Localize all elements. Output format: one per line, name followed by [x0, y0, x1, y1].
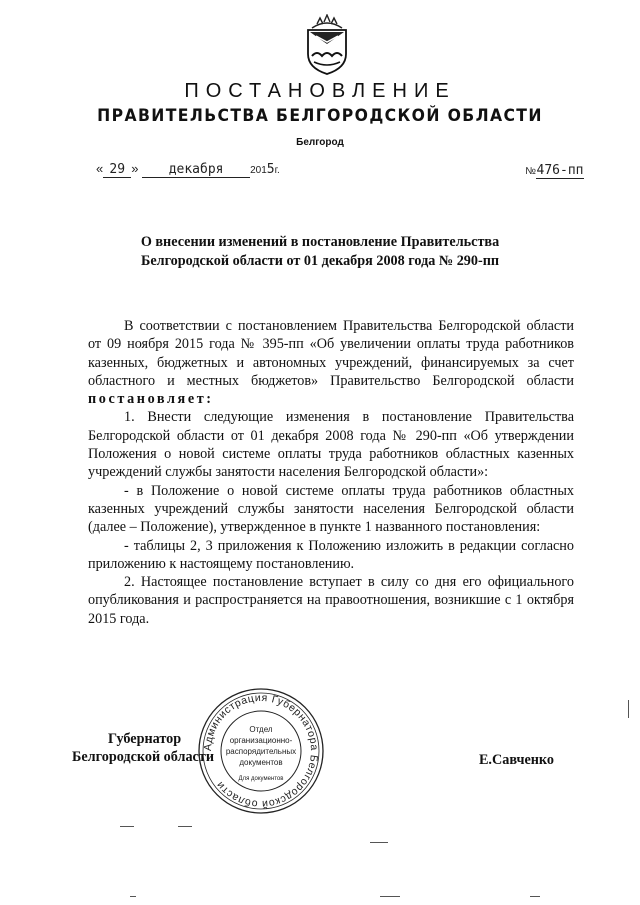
- number-sign: №: [525, 166, 536, 177]
- scan-mark: [120, 826, 134, 827]
- date-month: декабря: [142, 163, 250, 178]
- body-paragraph-3: - в Положение о новой системе оплаты труда работников областных казенных учреждений службы занятости населения Белгородской области (далее – Положение), утвержденное в пункте 1 названного постановления:: [88, 482, 574, 536]
- scan-mark: [530, 896, 540, 897]
- subject-line-2: Белгородской области от 01 декабря 2008 года № 290-пп: [140, 253, 500, 269]
- document-number: 476-пп: [536, 163, 584, 178]
- scan-mark: [628, 700, 629, 718]
- stamp-line-3: распорядительных: [225, 747, 297, 756]
- stamp-line-1: Отдел: [249, 725, 273, 734]
- signatory-title-line-2: Белгородской области: [72, 749, 214, 765]
- signatory-name: Е.Савченко: [478, 752, 554, 768]
- resolves-word: постановляет:: [88, 391, 214, 408]
- stamp-line-5: Для документов: [238, 776, 284, 782]
- signatory-title-line-1: Губернатор: [108, 731, 182, 747]
- scan-mark: [370, 842, 388, 843]
- body-paragraph-2: 1. Внести следующие изменения в постановление Правительства Белгородской области от 01 декабря 2008 года № 290-пп «Об утверждении Положения о новой системе оплаты труда работников областных казенных учреждений службы занятости населения Белгородской области»:: [88, 409, 574, 481]
- stamp-ring-text: Администрация Губернатора Белгородской области: [201, 691, 321, 811]
- official-stamp: [196, 686, 326, 816]
- scan-mark: [130, 896, 136, 897]
- date-year-suffix: 5: [266, 162, 275, 177]
- subject-line-1: О внесении изменений в постановление Правительства: [140, 234, 500, 250]
- date-year-prefix: 201: [250, 165, 267, 176]
- document-title: ПОСТАНОВЛЕНИЕ: [184, 80, 456, 102]
- body-paragraph-4: - таблицы 2, 3 приложения к Положению изложить в редакции согласно приложению к настоящему постановлению.: [88, 537, 574, 572]
- date-line: [96, 161, 280, 178]
- date-year-abbr: г.: [274, 165, 280, 176]
- number-line: [525, 161, 584, 179]
- preamble-text: В соответствии с постановлением Правительства Белгородской области от 09 ноября 2015 года № 395-пп «Об увеличении оплаты труда работников казенных, бюджетных и автономных учреждений, финансируемых за счет областного и местных бюджетов» Правительство Белгородской области: [88, 318, 574, 389]
- document-subject: [80, 233, 560, 271]
- open-quote: «: [96, 161, 104, 176]
- body-paragraph-1: [88, 317, 574, 408]
- city-name: Белгород: [296, 137, 344, 148]
- coat-of-arms-emblem: [302, 14, 352, 76]
- document-body: [88, 317, 574, 628]
- scan-mark: [380, 896, 400, 897]
- stamp-line-2: организационно-: [229, 736, 293, 745]
- issuing-authority: ПРАВИТЕЛЬСТВА БЕЛГОРОДСКОЙ ОБЛАСТИ: [97, 106, 543, 126]
- body-paragraph-5: 2. Настоящее постановление вступает в силу со дня его официального опубликования и распространяется на правоотношения, возникшие с 1 октября 2015 года.: [88, 574, 574, 627]
- close-quote: »: [131, 161, 139, 176]
- date-day: 29: [103, 163, 131, 178]
- scan-mark: [178, 826, 192, 827]
- stamp-line-4: документов: [239, 758, 283, 767]
